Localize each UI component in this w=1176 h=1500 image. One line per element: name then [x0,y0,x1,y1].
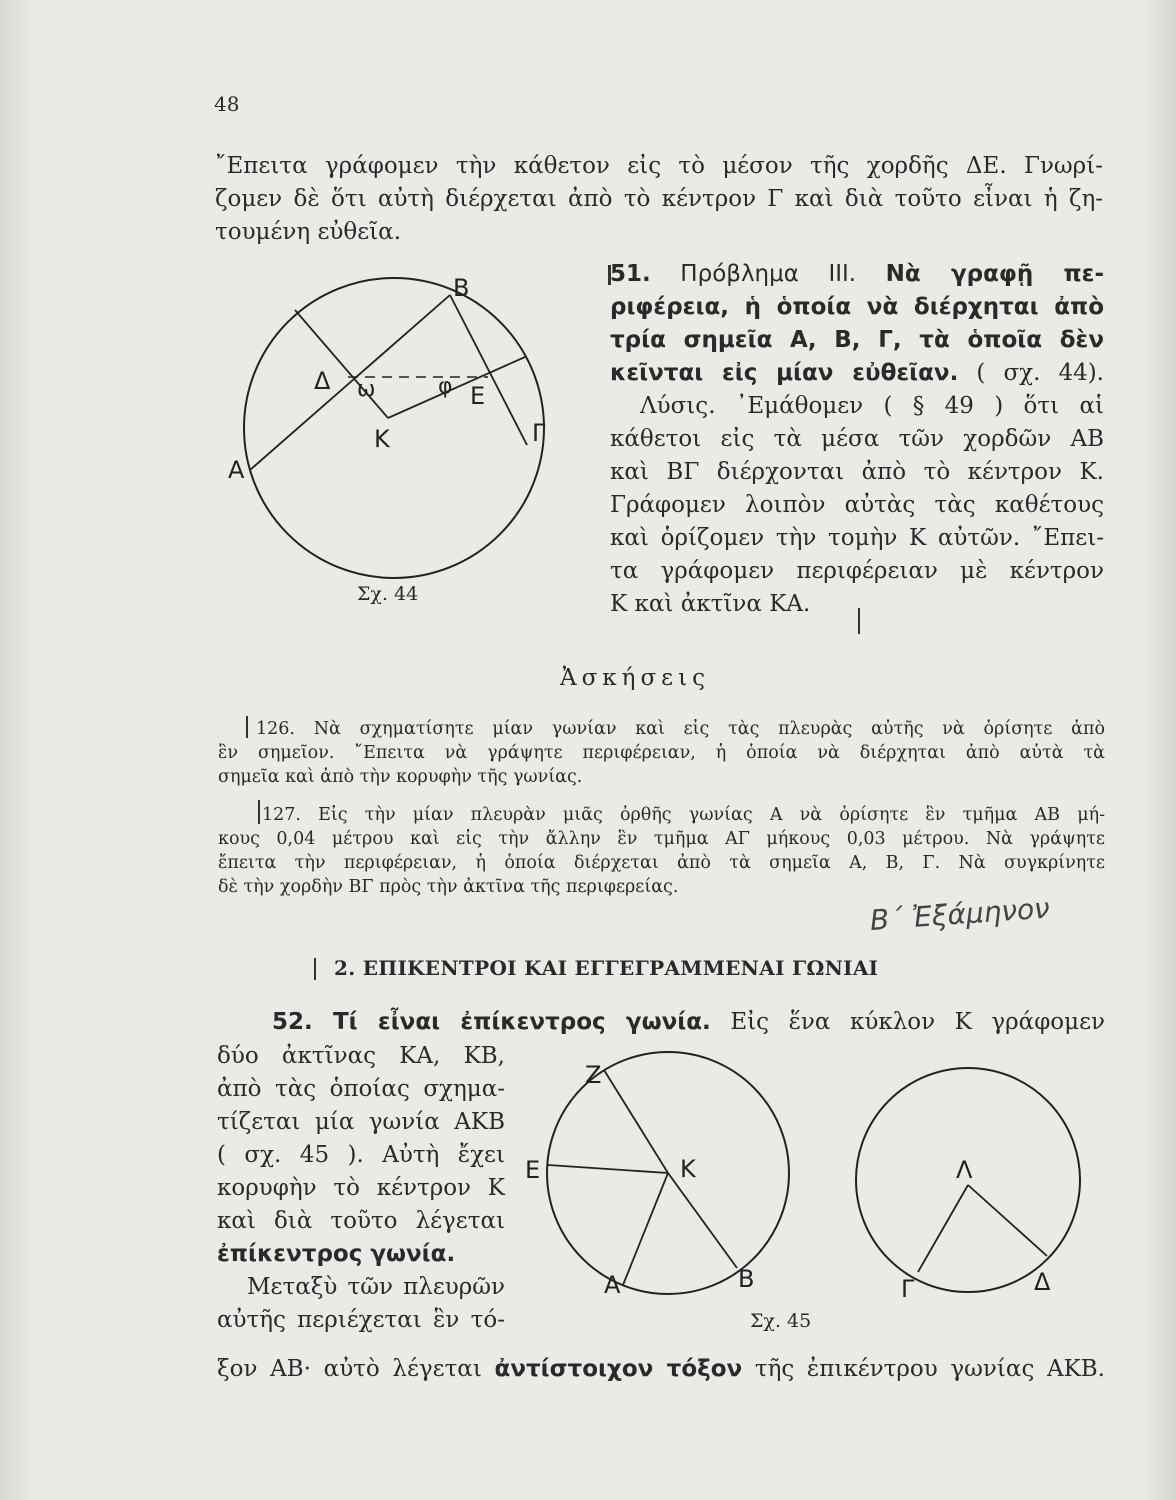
s52-line: αὐτῆς περιέχεται ἓν τό- [217,1307,505,1333]
fig45-label-K: Κ [680,1155,696,1183]
s51-body-line: Κ καὶ ἀκτῖνα ΚΑ. [610,591,811,617]
s52-title: 52. Τί εἶναι ἐπίκεντρος γωνία. [272,1009,711,1035]
fig45-label-G: Γ [901,1275,915,1303]
ex126-line: ἓν σημεῖον. ῎Επειτα νὰ γράψητε περιφέρειαν, ἡ ὁποία νὰ διέρχηται ἀπὸ αὐτὰ τὰ [218,743,1105,763]
fig45-label-E: Ε [525,1156,541,1184]
handwritten-note: Β΄ Ἐξάμηνον [868,891,1051,937]
s52-line: Μεταξὺ τῶν πλευρῶν [247,1274,505,1300]
intro-line: τουμένη εὐθεῖα. [215,219,402,245]
fig45-chord-LG [918,1185,968,1272]
s51-body-line: τα γράφομεν περιφέρειαν μὲ κέντρον [610,558,1104,584]
s51-title-d: κεῖνται εἰς μίαν εὐθεῖαν. [610,360,959,386]
fig45-radius-KZ [604,1070,668,1173]
s52-last-term: ἀντίστοιχον τόξον [494,1356,743,1382]
s51-title-b: ριφέρεια, ἡ ὁποία νὰ διέρχηται ἀπὸ [610,294,1104,320]
fig45-radius-KE [548,1165,668,1173]
intro-line: ζομεν δὲ ὅτι αὐτὴ διέρχεται ἀπὸ τὸ κέντρον Γ καὶ διὰ τοῦτο εἶναι ἡ ζη- [215,186,1103,212]
fig44-label-phi: φ [438,374,453,399]
fig44-label-D: Δ [314,367,331,395]
fig44-label-A: Α [228,456,245,484]
s51-body-line: Λύσις. ᾿Εμάθομεν ( § 49 ) ὅτι αἱ [640,393,1104,419]
s51-title-ref: ( σχ. 44). [976,360,1104,386]
ex126-line: 126. Νὰ σχηματίσητε μίαν γωνίαν καὶ εἰς τὰς πλευρὰς αὐτῆς νὰ ὁρίσητε ἀπὸ [256,719,1105,739]
exercises-heading: Ἀσκήσεις [560,665,710,691]
fig45-radius-KB [668,1173,737,1268]
fig44-label-B: Β [453,274,470,302]
fig44-caption: Σχ. 44 [357,583,419,605]
fig45-label-D: Δ [1034,1268,1051,1296]
ex127-line: ἔπειτα τὴν περιφέρειαν, ἡ ὁποία διέρχεται ἀπὸ τὰ σημεῖα Α, Β, Γ. Νὰ συγκρίνητε [218,853,1105,873]
intro-line: ῎Επειτα γράφομεν τὴν κάθετον εἰς τὸ μέσον τῆς χορδῆς ΔΕ. Γνωρί- [215,153,1103,179]
fig44-label-E: Ε [470,382,486,410]
s51-title-a: Νὰ γραφῇ πε- [885,261,1105,287]
s51-body-line: καὶ ΒΓ διέρχονται ἀπὸ τὸ κέντρον Κ. [610,459,1104,485]
ex126-line: σημεῖα καὶ ἀπὸ τὴν κορυφὴν τῆς γωνίας. [218,767,583,787]
s52-line: δύο ἀκτῖνας ΚΑ, ΚΒ, [217,1043,505,1069]
fig45-radius-KA [623,1173,668,1285]
fig45-chord-LD [968,1185,1047,1256]
fig44-label-omega: ω [357,377,376,402]
s51-body-line: καὶ ὁρίζομεν τὴν τομὴν Κ αὐτῶν. ῎Επει- [610,525,1104,551]
page-number: 48 [214,92,240,116]
fig45-label-A: Α [604,1271,621,1299]
fig45-caption: Σχ. 45 [750,1310,812,1332]
ex127-line: 127. Εἰς τὴν μίαν πλευρὰν μιᾶς ὀρθῆς γωνίας Α νὰ ὁρίσητε ἓν τμῆμα ΑΒ μή- [262,805,1105,825]
s51-body-line: Γράφομεν λοιπὸν αὐτὰς τὰς καθέτους [610,492,1104,518]
s51-number: 51. [610,261,651,287]
s52-line: καὶ διὰ τοῦτο λέγεται [217,1208,505,1234]
fig45-label-L: Λ [956,1156,973,1184]
s52-line: τίζεται μία γωνία ΑΚΒ [217,1109,505,1135]
ex127-line: δὲ τὴν χορδὴν ΒΓ πρὸς τὴν ἀκτῖνα τῆς περιφερείας. [218,877,679,897]
s52-line: ( σχ. 45 ). Αὐτὴ ἔχει [217,1142,505,1168]
s51-title-c: τρία σημεῖα Α, Β, Γ, τὰ ὁποῖα δὲν [610,327,1104,353]
s51-label: Πρόβλημα ΙΙΙ. [680,261,857,287]
section-2-heading: 2. ΕΠΙΚΕΝΤΡΟΙ ΚΑΙ ΕΓΓΕΓΡΑΜΜΕΝΑΙ ΓΩΝΙΑΙ [334,956,879,980]
s52-line: ἀπὸ τὰς ὁποίας σχημα- [217,1076,505,1102]
s52-first-rest: Εἰς ἕνα κύκλον Κ γράφομεν [730,1009,1105,1035]
fig45-label-B: Β [738,1265,755,1293]
ex127-line: κους 0,04 μέτρου καὶ εἰς τὴν ἄλλην ἓν τμῆμα ΑΓ μήκους 0,03 μέτρου. Νὰ γράψητε [218,829,1105,849]
s52-last-b: τῆς ἐπικέντρου γωνίας ΑΚΒ. [754,1356,1105,1382]
fig44-label-K: Κ [374,425,390,453]
fig45-label-Z: Ζ [585,1061,602,1089]
fig44-label-G: Γ [532,419,546,447]
s51-body-line: κάθετοι εἰς τὰ μέσα τῶν χορδῶν ΑΒ [610,426,1104,452]
s52-last-a: ξον ΑΒ· αὐτὸ λέγεται [217,1356,482,1382]
s52-line: κορυφὴν τὸ κέντρον Κ [217,1175,505,1201]
s52-term: ἐπίκεντρος γωνία. [217,1241,456,1267]
